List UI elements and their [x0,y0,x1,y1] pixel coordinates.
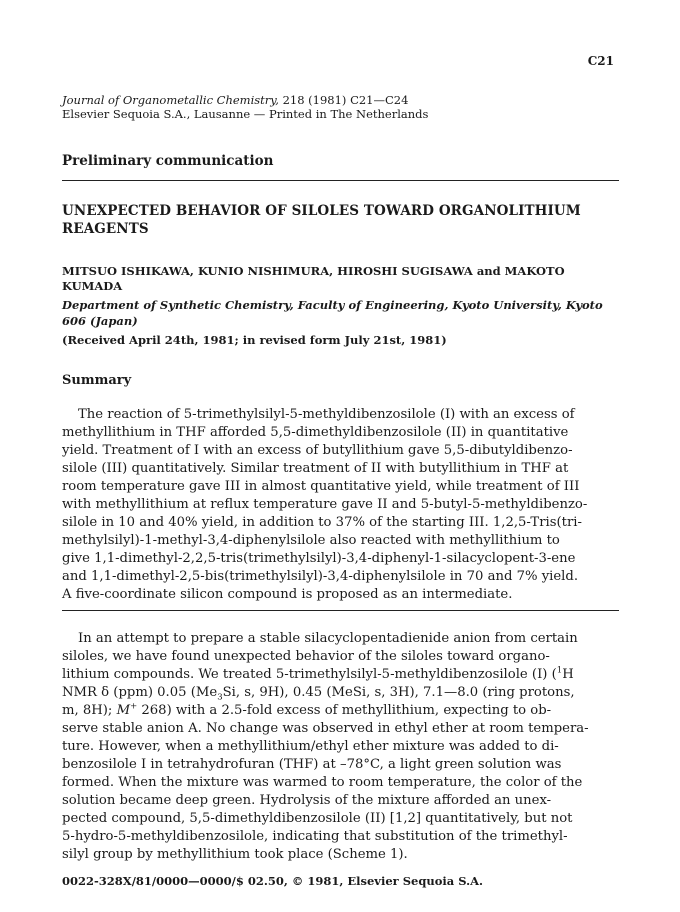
header-divider [62,180,619,181]
body-line: pected compound, 5,5-dimethyldibenzosilole (II) [1,2] quantitatively, but not [62,811,573,826]
page-number: C21 [587,54,614,68]
summary-line: silole in 10 and 40% yield, in addition to 37% of the starting III. 1,2,5-Tris(tri- [62,515,582,530]
body-line: benzosilole I in tetrahydrofuran (THF) at –78°C, a light green solution was [62,757,562,772]
summary-heading: Summary [62,373,132,388]
journal-name: Journal of Organometallic Chemistry, [62,93,279,107]
body-line: In an attempt to prepare a stable silacyclopentadienide anion from certain [78,631,578,646]
body-line: formed. When the mixture was warmed to room temperature, the color of the [62,775,583,790]
journal-citation: 218 (1981) C21—C24 [282,93,409,107]
body-line: ture. However, when a methyllithium/ethyl ether mixture was added to di- [62,739,559,754]
affiliation: Department of Synthetic Chemistry, Faculty of Engineering, Kyoto University, Kyoto 606 (Japan) [62,298,603,328]
section-label: Preliminary communication [62,153,274,169]
body-line: m, 8H); M+ 268) with a 2.5-fold excess of methyllithium, expecting to ob- [62,701,552,718]
body-line: 5-hydro-5-methyldibenzosilole, indicating that substitution of the trimethyl- [62,829,568,844]
body-line: siloles, we have found unexpected behavior of the siloles toward organo- [62,649,550,664]
journal-citation-line [62,93,622,107]
summary-divider [62,610,619,611]
body-line: solution became deep green. Hydrolysis of the mixture afforded an unex- [62,793,552,808]
summary-line: methylsilyl)-1-methyl-3,4-diphenylsilole also reacted with methyllithium to [62,533,560,548]
summary-line: silole (III) quantitatively. Similar treatment of II with butyllithium in THF at [62,461,569,476]
summary-line: give 1,1-dimethyl-2,2,5-tris(trimethylsilyl)-3,4-diphenyl-1-silacyclopent-3-ene [62,551,576,566]
received-date: (Received April 24th, 1981; in revised form July 21st, 1981) [62,333,447,347]
article-title: UNEXPECTED BEHAVIOR OF SILOLES TOWARD ORGANOLITHIUM REAGENTS [62,203,581,237]
journal-header [62,93,622,121]
footer-copyright: 0022-328X/81/0000—0000/$ 02.50, © 1981, Elsevier Sequoia S.A. [62,874,484,888]
body-line: lithium compounds. We treated 5-trimethylsilyl-5-methyldibenzosilole (I) ($^1$H [62,665,574,682]
summary-line: A five-coordinate silicon compound is proposed as an intermediate. [62,587,513,602]
body-line: NMR δ (ppm) 0.05 ($Me_3Si$, s, 9H), 0.45 (MeSi, s, 3H), 7.1—8.0 (ring protons, [62,685,575,703]
summary-line: yield. Treatment of I with an excess of butyllithium gave 5,5-dibutyldibenzo- [62,443,573,458]
body-line: silyl group by methyllithium took place (Scheme 1). [62,847,408,862]
summary-line: with methyllithium at reflux temperature gave II and 5-butyl-5-methyldibenzo- [62,497,588,512]
summary-line: and 1,1-dimethyl-2,5-bis(trimethylsilyl)-3,4-diphenylsilole in 70 and 7% yield. [62,569,579,584]
publisher-line: Elsevier Sequoia S.A., Lausanne — Printed in The Netherlands [62,107,429,121]
body-line: serve stable anion A. No change was observed in ethyl ether at room tempera- [62,721,589,736]
summary-line: The reaction of 5-trimethylsilyl-5-methyldibenzosilole (I) with an excess of [78,407,575,422]
summary-line: room temperature gave III in almost quantitative yield, while treatment of III [62,479,580,494]
summary-line: methyllithium in THF afforded 5,5-dimethyldibenzosilole (II) in quantitative [62,425,569,440]
authors: MITSUO ISHIKAWA, KUNIO NISHIMURA, HIROSHI SUGISAWA and MAKOTO KUMADA [62,264,565,293]
